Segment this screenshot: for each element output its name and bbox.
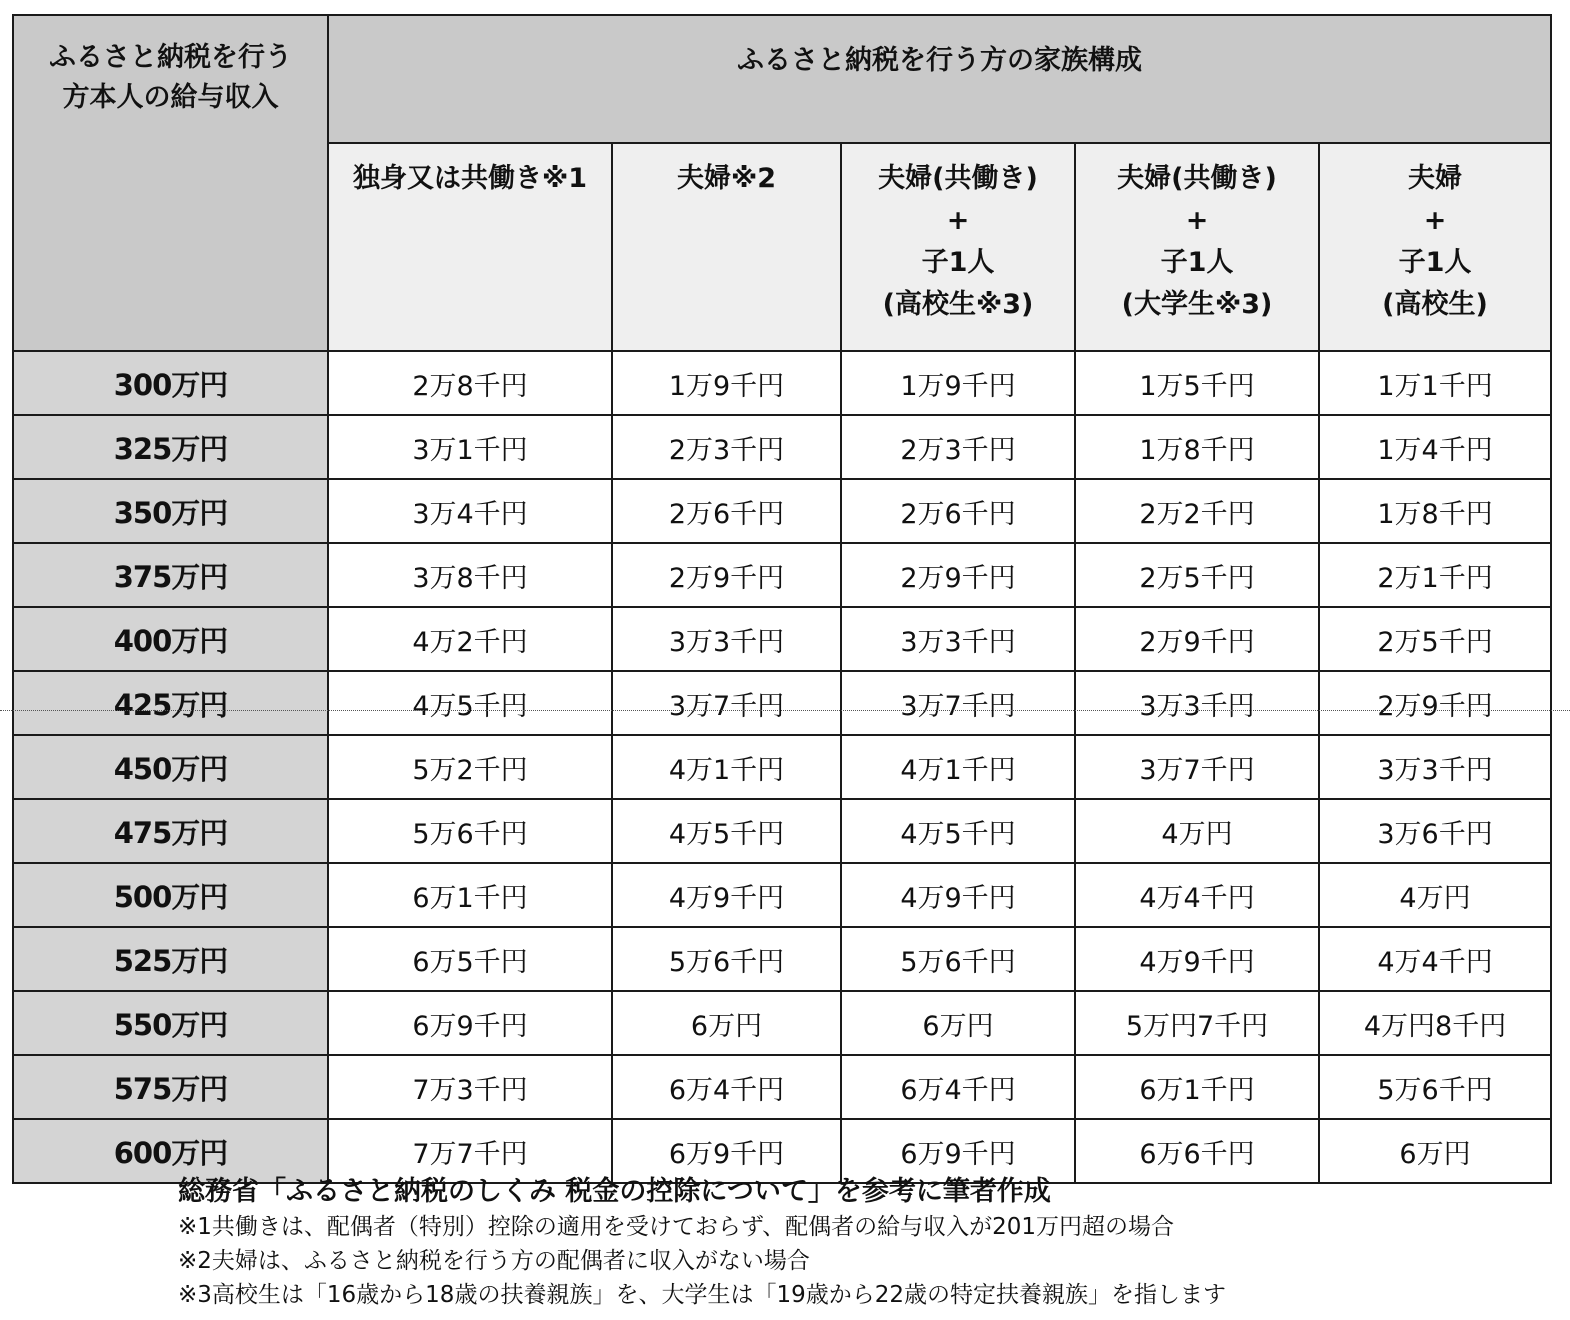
table-row	[13, 607, 1551, 671]
limit-cell: 4万円8千円	[1319, 991, 1551, 1055]
limit-cell: 4万9千円	[841, 863, 1075, 927]
limit-cell: 5万6千円	[1319, 1055, 1551, 1119]
table-row	[13, 799, 1551, 863]
limit-cell: 2万3千円	[841, 415, 1075, 479]
limit-cell: 4万9千円	[1075, 927, 1319, 991]
column-header-1	[328, 143, 612, 351]
income-cell: 500万円	[13, 863, 328, 927]
limit-cell: 2万9千円	[612, 543, 841, 607]
page-divider	[0, 710, 1570, 711]
limit-cell: 4万4千円	[1319, 927, 1551, 991]
limit-cell: 2万5千円	[1075, 543, 1319, 607]
limit-cell: 6万9千円	[841, 1119, 1075, 1183]
limit-cell: 1万1千円	[1319, 351, 1551, 415]
column-header-line: 独身又は共働き※1	[352, 163, 588, 194]
limit-cell: 2万3千円	[612, 415, 841, 479]
table-row	[13, 671, 1551, 735]
limit-cell: 6万4千円	[841, 1055, 1075, 1119]
donation-limit-table	[12, 14, 1552, 1184]
limit-cell: 3万3千円	[612, 607, 841, 671]
column-header-line: (高校生※3)	[882, 289, 1034, 320]
footnote-2: ※2夫婦は、ふるさと納税を行う方の配偶者に収入がない場合	[178, 1248, 810, 1274]
limit-cell: 4万1千円	[612, 735, 841, 799]
income-cell: 375万円	[13, 543, 328, 607]
limit-cell: 2万9千円	[841, 543, 1075, 607]
table-row	[13, 735, 1551, 799]
income-cell: 400万円	[13, 607, 328, 671]
limit-cell: 6万9千円	[328, 991, 612, 1055]
income-cell: 575万円	[13, 1055, 328, 1119]
column-header-line: 子1人	[921, 247, 995, 278]
table-row	[13, 863, 1551, 927]
income-cell: 525万円	[13, 927, 328, 991]
income-cell: 425万円	[13, 671, 328, 735]
column-header-line: +	[946, 205, 970, 236]
column-header-line: 夫婦(共働き)	[878, 163, 1038, 194]
limit-cell: 3万4千円	[328, 479, 612, 543]
column-header-line: 夫婦	[1408, 163, 1463, 194]
table-row	[13, 927, 1551, 991]
column-header-line: (大学生※3)	[1121, 289, 1273, 320]
table-row	[13, 351, 1551, 415]
limit-cell: 5万2千円	[328, 735, 612, 799]
limit-cell: 6万円	[841, 991, 1075, 1055]
limit-cell: 5万6千円	[612, 927, 841, 991]
limit-cell: 2万8千円	[328, 351, 612, 415]
limit-cell: 3万8千円	[328, 543, 612, 607]
limit-cell: 3万1千円	[328, 415, 612, 479]
limit-cell: 2万2千円	[1075, 479, 1319, 543]
column-header-line: 夫婦(共働き)	[1117, 163, 1277, 194]
limit-cell: 6万9千円	[612, 1119, 841, 1183]
limit-cell: 7万7千円	[328, 1119, 612, 1183]
column-header-3	[841, 143, 1075, 351]
footnote-3: ※3高校生は「16歳から18歳の扶養親族」を、大学生は「19歳から22歳の特定扶養親族」を指します	[178, 1282, 1226, 1308]
limit-cell: 4万5千円	[612, 799, 841, 863]
notes-section	[178, 1174, 1558, 1312]
limit-cell: 3万3千円	[1319, 735, 1551, 799]
income-column-header	[13, 15, 328, 351]
limit-cell: 6万1千円	[1075, 1055, 1319, 1119]
limit-cell: 1万8千円	[1075, 415, 1319, 479]
column-header-2	[612, 143, 841, 351]
limit-cell: 6万5千円	[328, 927, 612, 991]
limit-cell: 4万9千円	[612, 863, 841, 927]
income-cell: 600万円	[13, 1119, 328, 1183]
limit-cell: 3万3千円	[841, 607, 1075, 671]
column-header-4	[1075, 143, 1319, 351]
header-row-group	[13, 15, 1551, 143]
limit-cell: 3万7千円	[612, 671, 841, 735]
limit-cell: 7万3千円	[328, 1055, 612, 1119]
limit-cell: 1万8千円	[1319, 479, 1551, 543]
limit-cell: 2万5千円	[1319, 607, 1551, 671]
income-header-line1: ふるさと納税を行う	[49, 42, 292, 73]
family-structure-header: ふるさと納税を行う方の家族構成	[328, 15, 1551, 143]
column-header-line: 夫婦※2	[676, 163, 777, 194]
limit-cell: 4万1千円	[841, 735, 1075, 799]
income-cell: 550万円	[13, 991, 328, 1055]
limit-cell: 1万9千円	[612, 351, 841, 415]
limit-cell: 6万4千円	[612, 1055, 841, 1119]
column-header-line: (高校生)	[1382, 289, 1488, 320]
limit-cell: 4万5千円	[841, 799, 1075, 863]
income-cell: 300万円	[13, 351, 328, 415]
limit-cell: 2万9千円	[1075, 607, 1319, 671]
limit-cell: 1万5千円	[1075, 351, 1319, 415]
limit-cell: 6万6千円	[1075, 1119, 1319, 1183]
limit-cell: 4万円	[1319, 863, 1551, 927]
table-row	[13, 1055, 1551, 1119]
limit-cell: 2万9千円	[1319, 671, 1551, 735]
limit-cell: 3万6千円	[1319, 799, 1551, 863]
column-header-line: 子1人	[1160, 247, 1234, 278]
column-header-line: +	[1423, 205, 1447, 236]
limit-cell: 5万6千円	[841, 927, 1075, 991]
limit-cell: 1万9千円	[841, 351, 1075, 415]
limit-cell: 6万円	[612, 991, 841, 1055]
limit-cell: 2万6千円	[612, 479, 841, 543]
income-cell: 325万円	[13, 415, 328, 479]
table-row	[13, 479, 1551, 543]
limit-cell: 5万円7千円	[1075, 991, 1319, 1055]
limit-cell: 4万4千円	[1075, 863, 1319, 927]
limit-cell: 3万7千円	[1075, 735, 1319, 799]
limit-cell: 6万1千円	[328, 863, 612, 927]
income-cell: 475万円	[13, 799, 328, 863]
table-row	[13, 415, 1551, 479]
limit-cell: 5万6千円	[328, 799, 612, 863]
column-header-line: 子1人	[1398, 247, 1472, 278]
column-header-5	[1319, 143, 1551, 351]
table-row	[13, 543, 1551, 607]
limit-cell: 4万5千円	[328, 671, 612, 735]
table-row	[13, 991, 1551, 1055]
limit-cell: 2万6千円	[841, 479, 1075, 543]
limit-cell: 4万円	[1075, 799, 1319, 863]
column-header-line: +	[1185, 205, 1209, 236]
income-header-line2: 方本人の給与収入	[62, 82, 279, 113]
limit-cell: 3万7千円	[841, 671, 1075, 735]
limit-cell: 6万円	[1319, 1119, 1551, 1183]
income-cell: 350万円	[13, 479, 328, 543]
income-cell: 450万円	[13, 735, 328, 799]
table-body	[13, 351, 1551, 1183]
limit-cell: 4万2千円	[328, 607, 612, 671]
limit-cell: 2万1千円	[1319, 543, 1551, 607]
limit-cell: 1万4千円	[1319, 415, 1551, 479]
limit-cell: 3万3千円	[1075, 671, 1319, 735]
source-note: 総務省「ふるさと納税のしくみ 税金の控除について」を参考に筆者作成	[178, 1176, 1051, 1207]
footnote-1: ※1共働きは、配偶者（特別）控除の適用を受けておらず、配偶者の給与収入が201万円超の場合	[178, 1214, 1174, 1240]
